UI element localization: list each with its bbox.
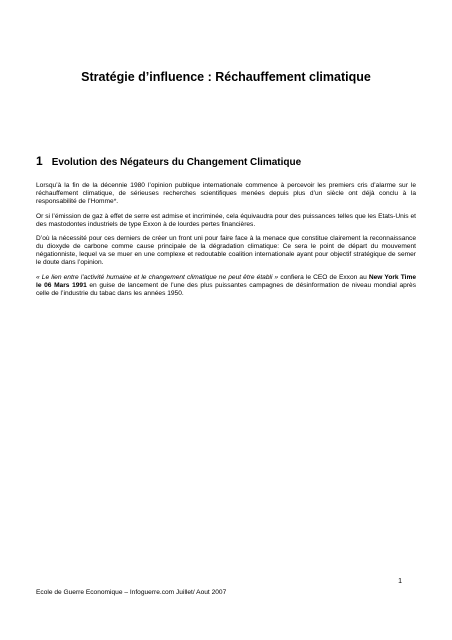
emphasis: New York Time le 06 Mars 1991 — [36, 273, 416, 289]
quote: « Le lien entre l’activité humaine et le changement climatique ne peut être établi » — [36, 273, 279, 281]
section-title: Evolution des Négateurs du Changement Climatique — [51, 157, 302, 168]
page-number: 1 — [398, 578, 402, 585]
body-text — [36, 182, 416, 304]
section-heading — [36, 154, 301, 168]
section-number: 1 — [36, 154, 43, 168]
paragraph-3: D’où la nécessité pour ces derniers de créer un front uni pour faire face à la menace que constitue clairement la reconnaissance du dioxyde de carbone comme cause principale de la dégradation climatique: Ce sera le point de départ du mouvement négationniste, lequel va se muer en une complexe et redoutable coalition internationale ayant pour objectif stratégique de semer le doute dans l’opinion. — [36, 235, 416, 266]
footer-text: Ecole de Guerre Economique – Infoguerre.com Juillet/ Aout 2007 — [36, 589, 227, 596]
paragraph-1: Lorsqu’à la fin de la décennie 1980 l’opinion publique internationale commence à percevoir les premiers cris d’alarme sur le réchauffement climatique, de sérieuses recherches scientifiques menées depuis plus d’un siècle ont déjà conclu à la responsabilité de l’Homme*. — [36, 182, 416, 205]
paragraph-4-text-b: en guise de lancement de l’une des plus puissantes campagnes de désinformation de niveau mondial après celle de l’industrie du tabac dans les années 1950. — [36, 281, 416, 297]
document-title: Stratégie d’influence : Réchauffement climatique — [81, 70, 371, 84]
paragraph-2: Or si l’émission de gaz à effet de serre est admise et incriminée, cela équivaudra pour des puissances telles que les Etats-Unis et des mastodontes industriels de type Exxon à de lourdes pertes financières. — [36, 212, 416, 228]
paragraph-4-text-a: confiera le CEO de Exxon au — [278, 273, 369, 281]
paragraph-4 — [36, 274, 416, 298]
